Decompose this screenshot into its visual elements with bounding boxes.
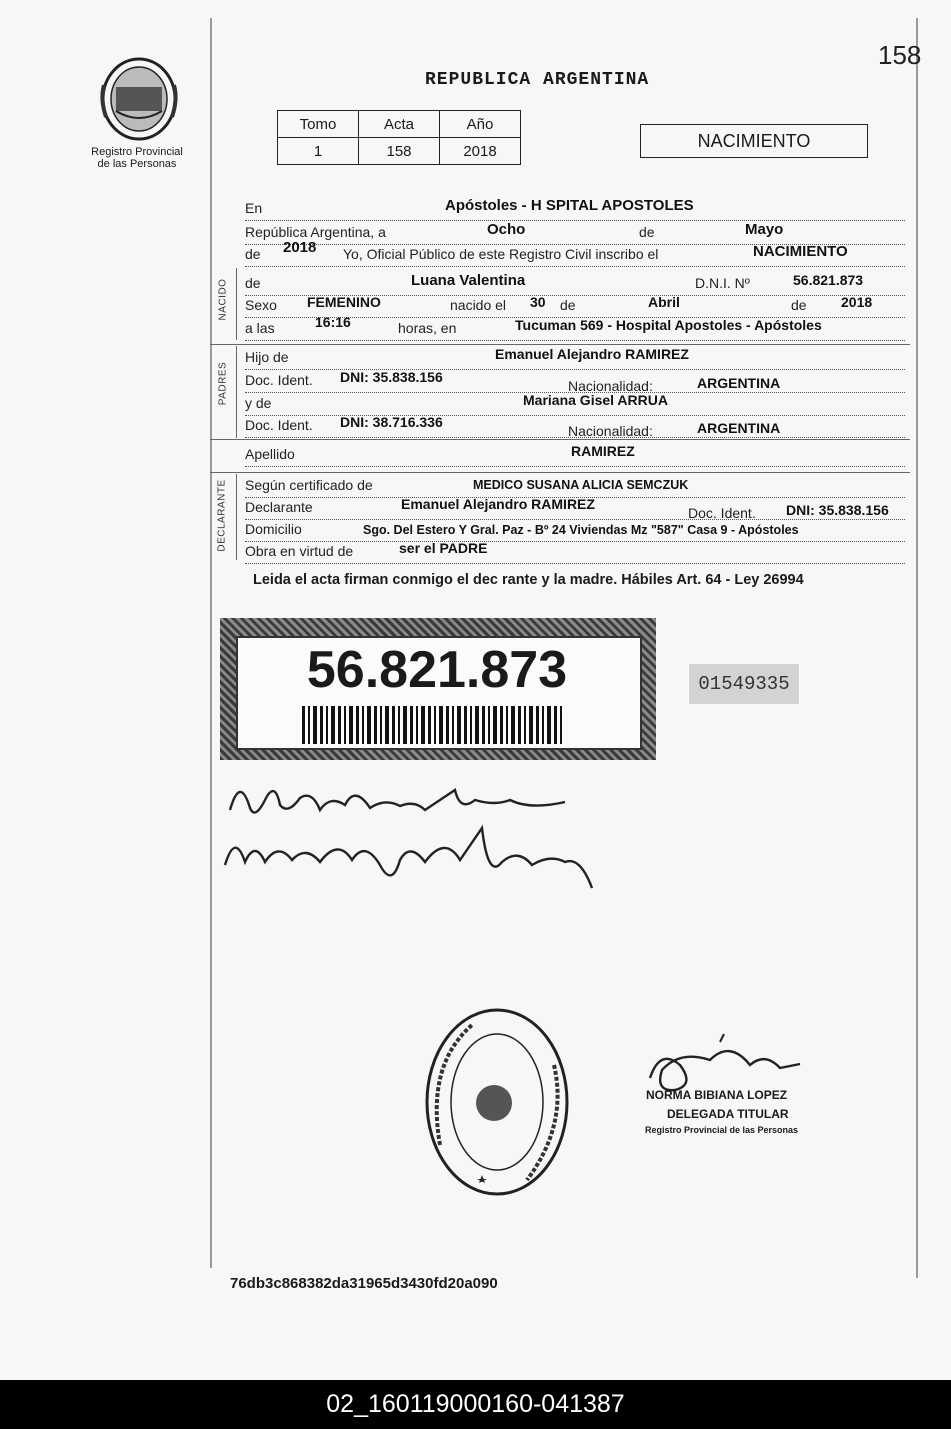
footer-file-id: 02_160119000160-041387 — [0, 1380, 951, 1429]
label-alas: a las — [245, 320, 275, 336]
label-yde: y de — [245, 395, 272, 411]
page-number: 158 — [878, 40, 922, 70]
table-header-acta: Acta — [359, 111, 440, 138]
row-obra — [245, 540, 905, 564]
row-name — [245, 272, 905, 296]
label-nacido: nacido el — [450, 297, 507, 313]
row-hora — [245, 314, 905, 341]
row-en — [245, 197, 905, 221]
value-name: Luana Valentina — [411, 272, 526, 289]
table-value-ano: 2018 — [440, 138, 521, 165]
label-de5: de — [791, 297, 807, 313]
record-type-box: NACIMIENTO — [640, 124, 868, 158]
row-republica — [245, 221, 905, 245]
value-inscribo: NACIMIENTO — [753, 243, 848, 260]
row-hijo — [245, 346, 905, 370]
record-table — [277, 110, 521, 165]
section-divider-nacido — [236, 268, 237, 340]
serial-number: 01549335 — [689, 664, 799, 704]
document-title: REPUBLICA ARGENTINA — [425, 70, 650, 90]
label-republica: República Argentina, a — [245, 224, 386, 240]
table-header-tomo: Tomo — [278, 111, 359, 138]
value-day: Ocho — [487, 221, 526, 238]
barcode-number: 56.821.873 — [306, 641, 568, 699]
right-margin-line — [916, 18, 918, 1278]
label-de2: de — [245, 246, 261, 262]
side-label-padres: PADRES — [217, 361, 229, 406]
registry-seal-icon — [422, 1005, 572, 1200]
row-domicilio — [245, 521, 905, 542]
barcode-icon — [302, 706, 564, 744]
label-en: En — [245, 200, 263, 216]
value-mother-name: Mariana Gisel ARRUA — [523, 392, 668, 408]
value-apellido: RAMIREZ — [571, 443, 635, 459]
label-doc3: Doc. Ident. — [688, 505, 756, 521]
value-domicilio: Sgo. Del Estero Y Gral. Paz - Bº 24 Viviendas Mz "587" Casa 9 - Apóstoles — [363, 523, 799, 537]
row-declarante — [245, 496, 905, 521]
label-obra: Obra en virtud de — [245, 543, 354, 559]
section-divider-declarante — [236, 474, 237, 560]
value-father-dni: DNI: 35.838.156 — [340, 369, 443, 385]
value-month: Mayo — [745, 221, 784, 238]
document-hash: 76db3c868382da31965d3430fd20a090 — [230, 1275, 498, 1292]
value-declarante-dni: DNI: 35.838.156 — [786, 502, 889, 518]
row-cert — [245, 477, 905, 498]
label-de4: de — [560, 297, 576, 313]
official-organization: Registro Provincial de las Personas — [645, 1125, 799, 1135]
section-divider-padres — [236, 346, 237, 438]
label-de3: de — [245, 275, 261, 291]
logo-caption-line2: de las Personas — [97, 158, 177, 170]
value-sexo: FEMENINO — [307, 294, 381, 310]
official-name: NORMA BIBIANA LOPEZ — [646, 1088, 788, 1102]
value-dni: 56.821.873 — [793, 272, 864, 288]
row-apellido — [245, 443, 905, 467]
label-nac2: Nacionalidad: — [568, 423, 653, 439]
table-value-tomo: 1 — [278, 138, 359, 165]
value-mother-dni: DNI: 38.716.336 — [340, 414, 443, 430]
label-cert: Según certificado de — [245, 477, 373, 493]
label-declarante: Declarante — [245, 499, 313, 515]
side-label-declarante: DECLARANTE — [216, 479, 228, 552]
value-mother-nat: ARGENTINA — [697, 420, 781, 436]
value-birth-month: Abril — [648, 294, 680, 310]
section-separator — [210, 472, 910, 473]
label-nac1: Nacionalidad: — [568, 378, 653, 394]
row-mother-doc — [245, 414, 905, 439]
section-separator — [210, 344, 910, 345]
label-horas: horas, en — [398, 320, 457, 336]
left-margin-line — [210, 18, 212, 1268]
label-doc2: Doc. Ident. — [245, 417, 313, 433]
value-father-name: Emanuel Alejandro RAMIREZ — [495, 346, 689, 362]
section-separator — [210, 439, 910, 440]
closing-statement: Leida el acta firman conmigo el dec rante y la madre. Hábiles Art. 64 - Ley 26994 — [253, 572, 804, 588]
value-birth-day: 30 — [530, 294, 546, 310]
logo-caption-line1: Registro Provincial — [91, 146, 183, 158]
row-father-doc — [245, 369, 905, 394]
row-yde — [245, 392, 905, 416]
value-time: 16:16 — [315, 314, 351, 330]
value-declarante: Emanuel Alejandro RAMIREZ — [401, 496, 595, 512]
value-father-nat: ARGENTINA — [697, 375, 781, 391]
table-header-ano: Año — [440, 111, 521, 138]
value-birth-year: 2018 — [841, 294, 873, 310]
value-cert: MEDICO SUSANA ALICIA SEMCZUK — [473, 478, 689, 492]
label-domicilio: Domicilio — [245, 521, 302, 537]
official-role: DELEGADA TITULAR — [667, 1107, 789, 1121]
table-value-acta: 158 — [359, 138, 440, 165]
value-year: 2018 — [283, 239, 317, 256]
label-apellido: Apellido — [245, 446, 295, 462]
value-place: Tucuman 569 - Hospital Apostoles - Apóstoles — [515, 317, 822, 333]
value-en: Apóstoles - H SPITAL APOSTOLES — [445, 197, 694, 214]
label-yo: Yo, Oficial Público de este Registro Civil inscribo el — [343, 246, 659, 262]
parents-signatures-icon — [220, 770, 600, 900]
logo-caption — [78, 146, 196, 170]
label-sexo: Sexo — [245, 297, 277, 313]
provincial-coat-of-arms-icon — [96, 55, 182, 143]
label-dni: D.N.I. Nº — [695, 275, 750, 291]
row-year — [245, 239, 905, 267]
label-doc1: Doc. Ident. — [245, 372, 313, 388]
label-de1: de — [639, 224, 655, 240]
value-obra: ser el PADRE — [399, 540, 488, 556]
side-label-nacido: NACIDO — [217, 278, 229, 321]
label-hijo: Hijo de — [245, 349, 289, 365]
